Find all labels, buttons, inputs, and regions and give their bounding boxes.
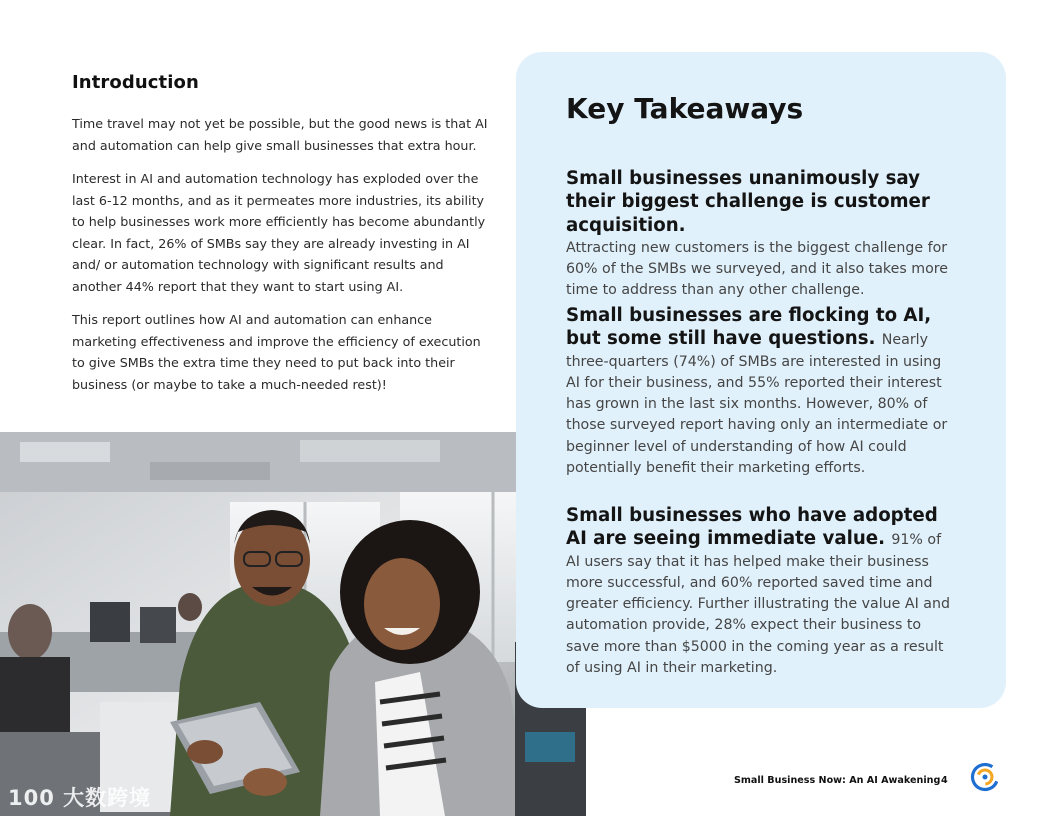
takeaway-1-body: Attracting new customers is the biggest challenge for 60% of the SMBs we surveyed, and it also takes more time to address than any other challenge. bbox=[566, 239, 949, 299]
introduction-heading: Introduction bbox=[72, 72, 199, 93]
brand-logo-icon bbox=[970, 762, 1000, 792]
takeaway-item-3 bbox=[566, 505, 958, 679]
introduction-section bbox=[72, 72, 492, 407]
intro-paragraph-3: This report outlines how AI and automation can enhance marketing effectiveness and improve the efficiency of execution to give SMBs the extra time they need to put back into their business (or maybe to take a much-needed rest)! bbox=[72, 312, 481, 392]
footer-report-title: Small Business Now: An AI Awakening bbox=[734, 775, 941, 786]
takeaway-2-body: Nearly three-quarters (74%) of SMBs are interested in using AI for their business, and 55% reported their interest has grown in the last six months. However, 80% of those surveyed report having only an intermediate or beginner level of understanding of how AI could potentially benefit their marketing efforts. bbox=[566, 332, 948, 477]
takeaway-2-heading: Small businesses are flocking to AI, but some still have questions. bbox=[566, 305, 932, 350]
takeaway-item-2 bbox=[566, 305, 958, 479]
key-takeaways-title: Key Takeaways bbox=[566, 92, 804, 125]
office-photo bbox=[0, 432, 586, 816]
takeaway-3-body: 91% of AI users say that it has helped make their business more successful, and 60% reported saved time and greater efficiency. Further illustrating the value AI and automation provide, 28% expect their business to save more than $5000 in the coming year as a result of using AI in their marketing. bbox=[566, 532, 950, 677]
takeaway-item-1 bbox=[566, 168, 958, 302]
takeaway-3-heading: Small businesses who have adopted AI are seeing immediate value. bbox=[566, 505, 938, 550]
intro-paragraph-1: Time travel may not yet be possible, but the good news is that AI and automation can help give small businesses that extra hour. bbox=[72, 116, 488, 153]
takeaway-1-heading: Small businesses unanimously say their biggest challenge is customer acquisition. bbox=[566, 168, 930, 236]
intro-paragraph-2: Interest in AI and automation technology has exploded over the last 6-12 months, and as it permeates more industries, its ability to help businesses work more efficiently has become abundantly clear. In fact, 26% of SMBs say they are already investing in AI and/ or automation technology with significant results and another 44% report that they want to start using AI. bbox=[72, 171, 486, 294]
page-number: 4 bbox=[941, 775, 948, 786]
key-takeaways-card bbox=[516, 52, 1006, 708]
watermark: 100 大数跨境 bbox=[8, 786, 152, 810]
office-photo-illustration bbox=[0, 432, 586, 816]
